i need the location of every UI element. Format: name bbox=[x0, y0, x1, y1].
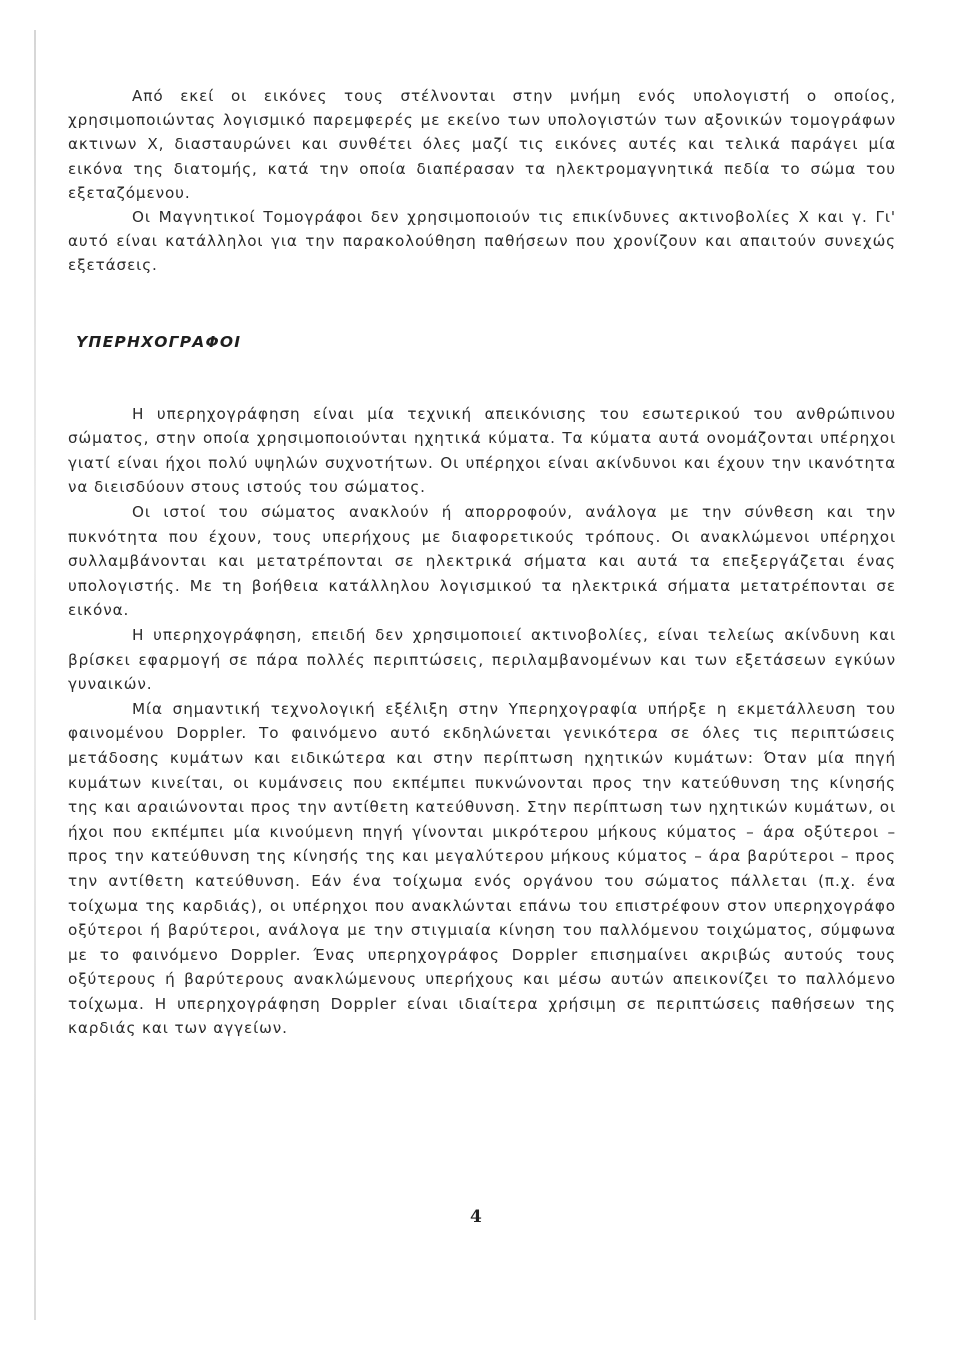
section-paragraph-1: Η υπερηχογράφηση είναι μία τεχνική απεικόνισης του εσωτερικού του ανθρώπινου σώματος, στην οποία χρησιμοποιούνται ηχητικά κύματα. Τα κύματα αυτά ονομάζονται υπέρηχοι γιατί είναι ήχοι πολύ υψηλών συχνοτήτων. Οι υπέρηχοι είναι ακίνδυνοι και έχουν την ικανότητα να διεισδύουν στους ιστούς του σώματος. bbox=[68, 404, 896, 497]
intro-paragraph-1: Από εκεί οι εικόνες τους στέλνονται στην μνήμη ενός υπολογιστή ο οποίος, χρησιμοποιώντας λογισμικό παρεμφερές με εκείνο των υπολογιστών των αξονικών τομογράφων ακτινων Χ, διασταυρώνει και συνθέτει όλες μαζί τις εικόνες αυτές και τελικά παράγει μία εικόνα της διατομής, κατά την οποία διαπέρασαν τα ηλεκτρομαγνητικά πεδία το σώμα του εξεταζόμενου. bbox=[68, 87, 896, 202]
section-paragraph-2: Οι ιστοί του σώματος ανακλούν ή απορροφούν, ανάλογα με την σύνθεση και την πυκνότητα που έχουν, τους υπερήχους με διαφορετικούς τρόπους. Οι ανακλώμενοι υπέρηχοι συλλαμβάνονται και μετατρέπονται σε ηλεκτρικά σήματα και αυτά τα επεξεργάζεται ένας υπολογιστής. Με τη βοήθεια κατάλληλου λογισμικού τα ηλεκτρικά σήματα μετατρέπονται σε εικόνα. bbox=[68, 503, 896, 620]
section-heading: ΥΠΕΡΗΧΟΓΡΑΦΟΙ bbox=[76, 332, 242, 351]
intro-section bbox=[68, 84, 896, 278]
document-page bbox=[68, 84, 896, 1041]
section-paragraph-3: Η υπερηχογράφηση, επειδή δεν χρησιμοποιεί ακτινοβολίες, είναι τελείως ακίνδυνη και βρίσκει εφαρμογή σε πάρα πολλές περιπτώσεις, περιλαμβανομένων και των εξετάσεων εγκύων γυναικών. bbox=[68, 625, 896, 694]
page-number: 4 bbox=[470, 1207, 482, 1227]
ultrasound-section bbox=[68, 402, 896, 1041]
section-paragraph-4: Μία σημαντική τεχνολογική εξέλιξη στην Υπερηχογραφία υπήρξε η εκμετάλλευση του φαινομένου Doppler. Το φαινόμενο αυτό εκδηλώνεται γενικότερα σε όλες τις περιπτώσεις μετάδοσης κυμάτων και ειδικώτερα και στην περίπτωση ηχητικών κυμάτων: Όταν μία πηγή κυμάτων κινείται, οι κυμάνσεις που εκπέμπει πυκνώνονται προς την κατεύθυνση της κίνησής της και αραιώνονται προς την αντίθετη κατεύθυνση. Στην περίπτωση των ηχητικών κυμάτων, οι ήχοι που εκπέμπει μία κινούμενη πηγή γίνονται μικρότερου μήκους κύματος – άρα οξύτεροι – προς την κατεύθυνση της κίνησής της και μεγαλύτερου μήκους κύματος – άρα βαρύτεροι – προς την αντίθετη κατεύθυνση. Εάν ένα τοίχωμα ενός οργάνου του σώματος πάλλεται (π.χ. ένα τοίχωμα της καρδιάς), οι υπέρηχοι που ανακλώνται επάνω του επιστρέφουν στον υπερηχογράφο οξύτεροι ή βαρύτεροι, ανάλογα με την στιγμιαία κίνηση του παλλόμενου τοιχώματος, σύμφωνα με το φαινόμενο Doppler. Ένας υπερηχογράφος Doppler επισημαίνει ακριβώς αυτούς τους οξύτερους ή βαρύτερους ανακλώμενους υπερήχους και μέσω αυτών απεικονίζει το παλλόμενο τοίχωμα. Η υπερηχογράφηση Doppler είναι ιδιαίτερα χρήσιμη σε περιπτώσεις παθήσεων της καρδιάς και των αγγείων. bbox=[68, 699, 896, 1038]
scan-margin-line bbox=[34, 30, 36, 1320]
intro-paragraph-2: Οι Μαγνητικοί Τομογράφοι δεν χρησιμοποιούν τις επικίνδυνες ακτινοβολίες Χ και γ. Γι' αυτό είναι κατάλληλοι για την παρακολούθηση παθήσεων που χρονίζουν και απαιτούν συνεχώς εξετάσεις. bbox=[68, 208, 896, 275]
